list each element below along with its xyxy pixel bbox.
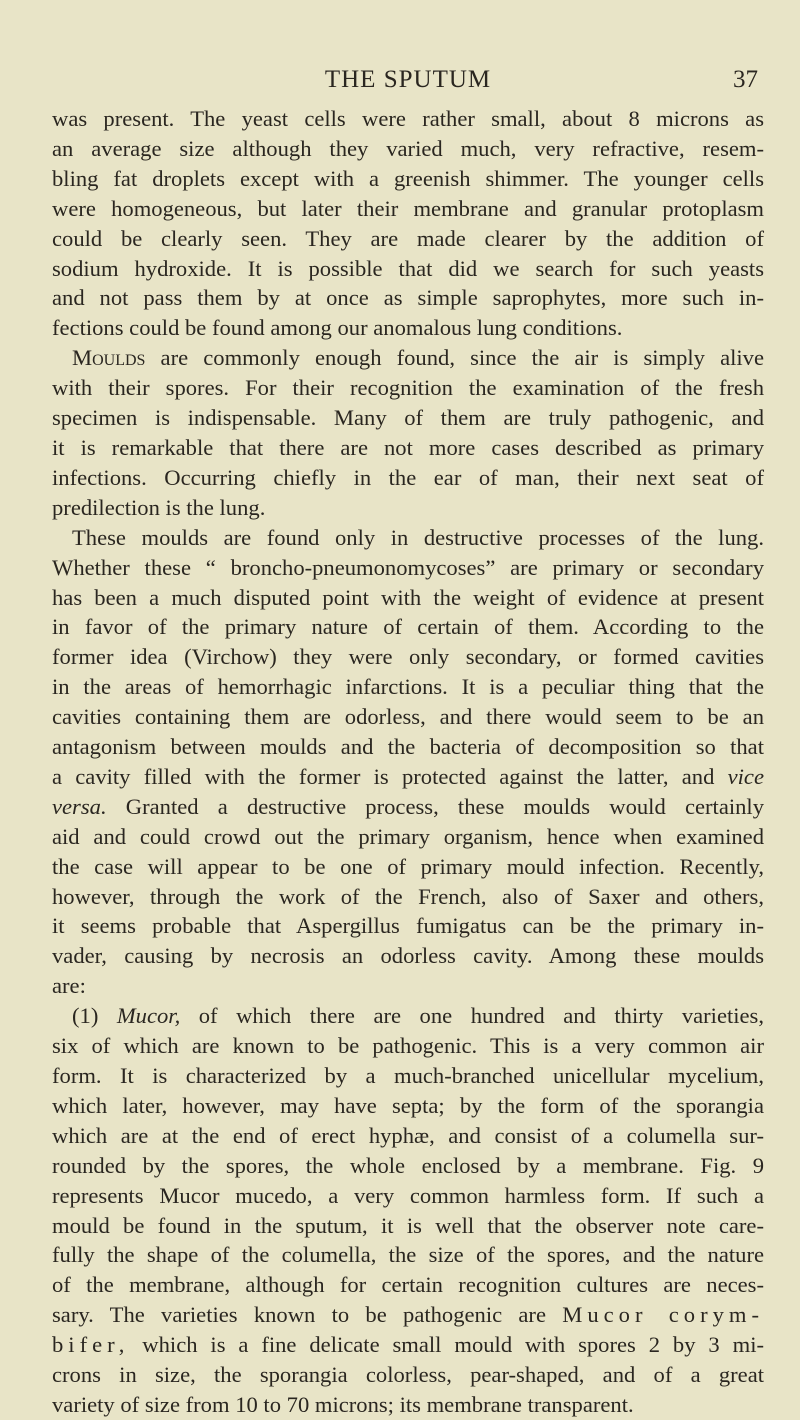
text-line (52, 1001, 764, 1031)
running-head: THE SPUTUM (324, 66, 492, 93)
text-line: crons in size, the sporangia colorless, pear-shaped, and of a great (52, 1362, 764, 1388)
text-line: specimen is indispensable. Many of them are truly pathogenic, and (52, 405, 764, 431)
italic-term: Mucor, (116, 1003, 181, 1029)
text-line: represents Mucor mucedo, a very common harmless form. If such a (52, 1182, 764, 1208)
text-line: in favor of the primary nature of certain of them. According to the (52, 614, 764, 640)
text-line: it is remarkable that there are not more cases described as primary (52, 434, 764, 460)
text-line (52, 792, 764, 822)
text-line: of the membrane, although for certain recognition cultures are neces- (52, 1272, 764, 1298)
text-line: which are at the end of erect hyphæ, and consist of a columella sur- (52, 1122, 764, 1148)
italic-term: vice (727, 763, 764, 789)
page-header (52, 66, 764, 96)
text-line: and not pass them by at once as simple saprophytes, more such in- (52, 285, 764, 311)
text-line: are: (52, 973, 86, 999)
spaced-term: bifer, (52, 1332, 130, 1358)
line-rest: of which there are one hundred and thirty varieties, (180, 1003, 764, 1029)
body-text (52, 104, 764, 1420)
text-line: with their spores. For their recognition the examination of the fresh (52, 375, 764, 401)
text-line: aid and could crowd out the primary organism, hence when examined (52, 823, 764, 849)
text-line (52, 343, 764, 373)
text-line: cavities containing them are odorless, and there would seem to be an (52, 704, 764, 730)
text-line: predilection is the lung. (52, 494, 266, 520)
text-line: however, through the work of the French, also of Saxer and others, (52, 883, 764, 909)
text-line (52, 1300, 764, 1330)
text-line: was present. The yeast cells were rather small, about 8 microns as (52, 106, 764, 131)
line-start: sary. The varieties known to be pathogenic are (52, 1302, 563, 1328)
text-line: These moulds are found only in destructive processes of the lung. (72, 524, 764, 550)
text-line: the case will appear to be one of primary mould infection. Recently, (52, 853, 764, 879)
text-line: antagonism between moulds and the bacteria of decomposition so that (52, 734, 764, 760)
text-line: has been a much disputed point with the weight of evidence at present (52, 584, 764, 610)
text-line: infections. Occurring chiefly in the ear of man, their next seat of (52, 464, 764, 490)
text-line: an average size although they varied much, very refractive, resem- (52, 135, 764, 161)
text-line: bling fat droplets except with a greenish shimmer. The younger cells (52, 165, 764, 191)
text-line: fections could be found among our anomalous lung conditions. (52, 315, 623, 341)
text-line: which later, however, may have septa; by the form of the sporangia (52, 1092, 764, 1118)
line-rest: Granted a destructive process, these moulds would certainly (106, 793, 764, 819)
line-start: a cavity filled with the former is protected against the latter, and (52, 763, 728, 789)
text-line: mould be found in the sputum, it is well that the observer note care- (52, 1212, 764, 1238)
line-start: (1) (72, 1003, 117, 1029)
line-rest: which is a fine delicate small mould with spores 2 by 3 mi- (129, 1332, 764, 1358)
text-line: were homogeneous, but later their membrane and granular protoplasm (52, 195, 764, 221)
text-line: six of which are known to be pathogenic. This is a very common air (52, 1033, 764, 1059)
text-line: former idea (Virchow) they were only secondary, or formed cavities (52, 644, 764, 670)
text-line: it seems probable that Aspergillus fumigatus can be the primary in- (52, 913, 764, 939)
text-line: could be clearly seen. They are made clearer by the addition of (52, 225, 764, 251)
text-line: Whether these “ broncho-pneumonomycoses” are primary or secondary (52, 554, 764, 580)
text-line: vader, causing by necrosis an odorless cavity. Among these moulds (52, 943, 764, 969)
text-line: variety of size from 10 to 70 microns; its membrane transparent. (52, 1391, 634, 1417)
line-rest: are commonly enough found, since the air is simply alive (145, 345, 764, 371)
text-line: form. It is characterized by a much-branched unicellular mycelium, (52, 1063, 764, 1088)
text-line (52, 762, 764, 792)
small-caps-term: Moulds (72, 345, 146, 371)
text-line: sodium hydroxide. It is possible that did we search for such yeasts (52, 255, 764, 281)
text-line (52, 1330, 764, 1360)
text-line: in the areas of hemorrhagic infarctions. It is a peculiar thing that the (52, 674, 764, 700)
spaced-term: Mucor corym- (562, 1302, 764, 1328)
page-number: 37 (733, 66, 758, 93)
text-line: fully the shape of the columella, the size of the spores, and the nature (52, 1242, 764, 1268)
italic-term: versa. (52, 793, 107, 819)
text-line: rounded by the spores, the whole enclosed by a membrane. Fig. 9 (52, 1152, 764, 1178)
